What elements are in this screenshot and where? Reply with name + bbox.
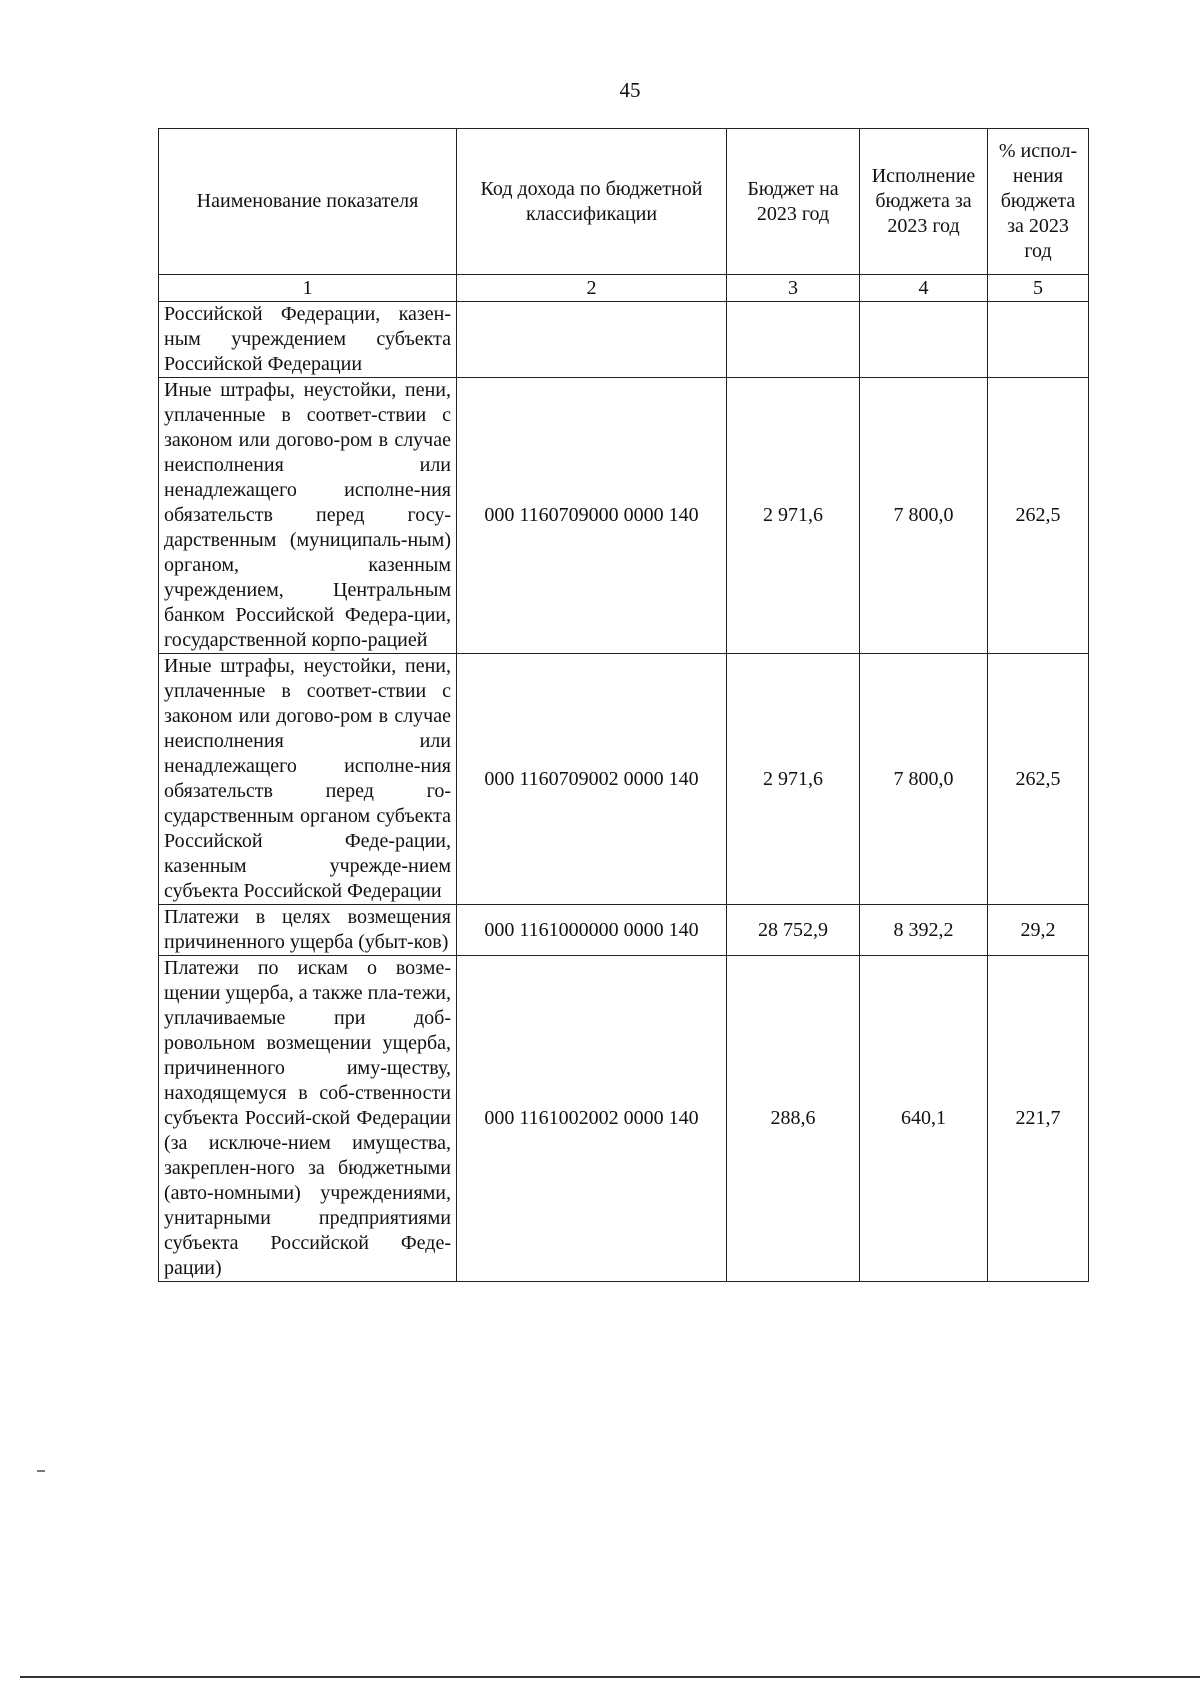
table-header-row [159, 129, 1089, 275]
column-number: 4 [860, 275, 988, 302]
income-code-cell [457, 302, 727, 378]
indicator-name-cell: Иные штрафы, неустойки, пени, уплаченные в соответ-ствии с законом или догово-ром в случае неисполнения или ненадлежащего исполне-ния обязательств перед госу-дарственным (муниципаль-ным) органом, казенным учреждением, Центральным банком Российской Федера-ции, государственной корпо-рацией [159, 378, 457, 654]
indicator-name-cell: Платежи в целях возмещения причиненного ущерба (убыт-ков) [159, 905, 457, 956]
budget-execution-table [158, 128, 1089, 1282]
percent-cell: 262,5 [988, 378, 1089, 654]
table-row [159, 378, 1089, 654]
indicator-name-cell: Российской Федерации, казен-ным учреждением субъекта Российской Федерации [159, 302, 457, 378]
execution-cell: 8 392,2 [860, 905, 988, 956]
table-row [159, 302, 1089, 378]
column-number: 2 [457, 275, 727, 302]
table-row [159, 905, 1089, 956]
column-number: 3 [727, 275, 860, 302]
budget-cell: 28 752,9 [727, 905, 860, 956]
header-budget-2023: Бюджет на 2023 год [727, 129, 860, 275]
indicator-name-cell: Иные штрафы, неустойки, пени, уплаченные в соответ-ствии с законом или догово-ром в случае неисполнения или ненадлежащего исполне-ния обязательств перед го-сударственным органом субъекта Российской Феде-рации, казенным учрежде-нием субъекта Российской Федерации [159, 654, 457, 905]
percent-cell: 262,5 [988, 654, 1089, 905]
income-code-cell: 000 1161000000 0000 140 [457, 905, 727, 956]
indicator-name-cell: Платежи по искам о возме-щении ущерба, а также пла-тежи, уплачиваемые при доб-ровольном возмещении ущерба, причиненного иму-ществу, находящемуся в соб-ственности субъекта Россий-ской Федерации (за исключе-нием имущества, закреплен-ного за бюджетными (авто-номными) учреждениями, унитарными предприятиями субъекта Российской Феде-рации) [159, 956, 457, 1282]
column-number: 1 [159, 275, 457, 302]
percent-cell: 29,2 [988, 905, 1089, 956]
income-code-cell: 000 1161002002 0000 140 [457, 956, 727, 1282]
header-execution-2023: Исполнение бюджета за 2023 год [860, 129, 988, 275]
page-number: 45 [619, 78, 641, 102]
execution-cell: 640,1 [860, 956, 988, 1282]
percent-cell: 221,7 [988, 956, 1089, 1282]
table-row [159, 956, 1089, 1282]
income-code-cell: 000 1160709000 0000 140 [457, 378, 727, 654]
table-row [159, 654, 1089, 905]
column-number: 5 [988, 275, 1089, 302]
income-code-cell: 000 1160709002 0000 140 [457, 654, 727, 905]
execution-cell [860, 302, 988, 378]
budget-cell: 2 971,6 [727, 654, 860, 905]
column-number-row [159, 275, 1089, 302]
budget-cell [727, 302, 860, 378]
budget-cell: 288,6 [727, 956, 860, 1282]
percent-cell [988, 302, 1089, 378]
budget-cell: 2 971,6 [727, 378, 860, 654]
page-bottom-rule [20, 1676, 1200, 1678]
execution-cell: 7 800,0 [860, 654, 988, 905]
header-execution-percent: % испол-нения бюджета за 2023 год [988, 129, 1089, 275]
scan-artifact [37, 1470, 45, 1472]
execution-cell: 7 800,0 [860, 378, 988, 654]
header-indicator-name: Наименование показателя [159, 129, 457, 275]
header-income-code: Код дохода по бюджетной классификации [457, 129, 727, 275]
